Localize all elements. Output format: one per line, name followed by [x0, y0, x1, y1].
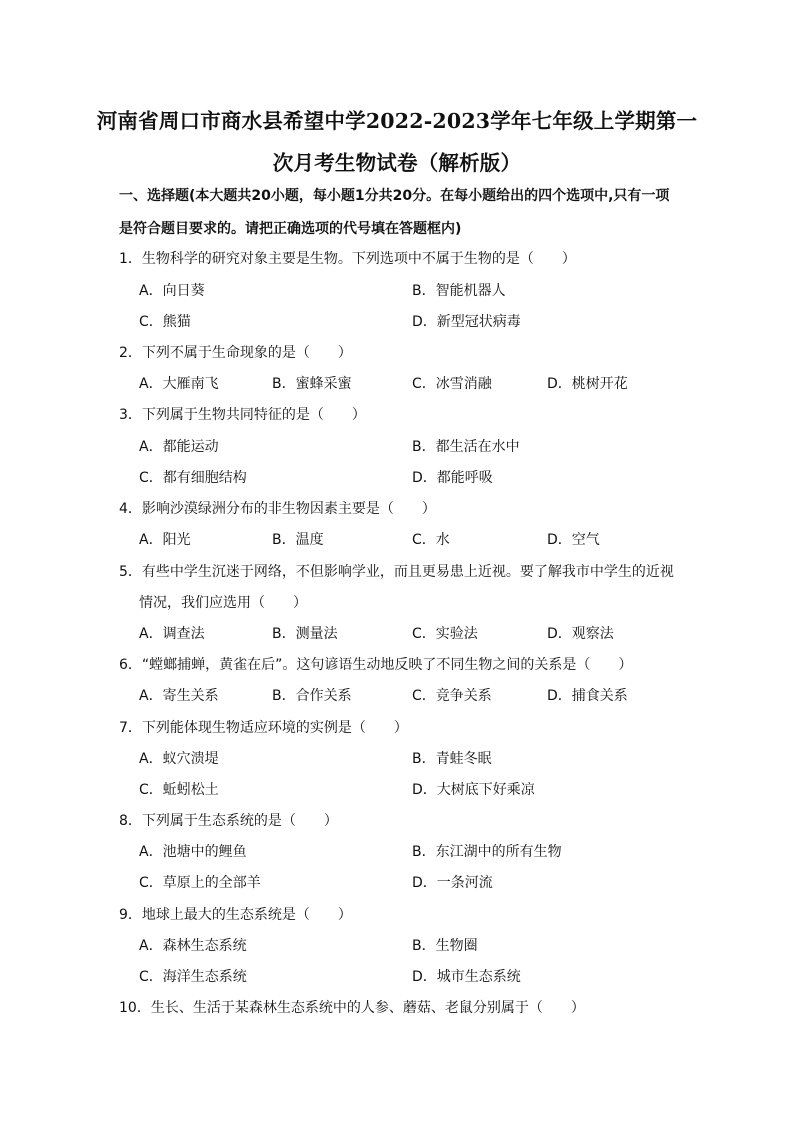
question-5-option-b: B．测量法 [272, 626, 338, 642]
question-1-option-a: A．向日葵 [139, 283, 205, 299]
question-1-option-d: D．新型冠状病毒 [412, 314, 521, 330]
question-6-option-a: A．寄生关系 [139, 688, 219, 704]
question-9-stem: 9．地球上最大的生态系统是（ ） [119, 907, 352, 923]
section-instructions [119, 180, 689, 246]
question-8-option-b: B．东江湖中的所有生物 [412, 844, 562, 860]
question-7-option-d: D．大树底下好乘凉 [412, 782, 535, 798]
section-instructions-line-2: 是符合题目要求的。请把正确选项的代号填在答题框内) [119, 221, 462, 237]
question-4-option-c: C．水 [412, 532, 450, 548]
question-2-option-a: A．大雁南飞 [139, 376, 219, 392]
question-4-option-a: A．阳光 [139, 532, 191, 548]
question-9-option-a: A．森林生态系统 [139, 938, 247, 954]
question-5-option-a: A．调查法 [139, 626, 205, 642]
question-8-option-d: D．一条河流 [412, 875, 493, 891]
question-5-option-d: D．观察法 [547, 626, 614, 642]
question-1-option-b: B．智能机器人 [412, 283, 506, 299]
question-5-stem: 5．有些中学生沉迷于网络，不但影响学业，而且更易患上近视。要了解我市中学生的近视 [119, 564, 674, 580]
question-3-option-c: C．都有细胞结构 [139, 470, 247, 486]
question-7-option-b: B．青蛙冬眠 [412, 751, 492, 767]
question-6-option-d: D．捕食关系 [547, 688, 628, 704]
question-3-option-a: A．都能运动 [139, 439, 219, 455]
question-2-option-b: B．蜜蜂采蜜 [272, 376, 352, 392]
question-6-option-b: B．合作关系 [272, 688, 352, 704]
question-5-option-c: C．实验法 [412, 626, 478, 642]
question-3-option-b: B．都生活在水中 [412, 439, 520, 455]
question-5-stem-continued: 情况，我们应选用（ ） [139, 595, 307, 611]
question-8-option-c: C．草原上的全部羊 [139, 875, 261, 891]
question-6-stem: 6．“螳螂捕蝉，黄雀在后”。这句谚语生动地反映了不同生物之间的关系是（ ） [119, 657, 633, 673]
question-7-option-c: C．蚯蚓松土 [139, 782, 219, 798]
question-9-option-c: C．海洋生态系统 [139, 969, 247, 985]
question-2-option-c: C．冰雪消融 [412, 376, 492, 392]
section-instructions-line-1: 一、选择题(本大题共20小题，每小题1分共20分。在每小题给出的四个选项中,只有一项 [119, 188, 670, 204]
question-9-option-b: B．生物圈 [412, 938, 478, 954]
page-title-line-2: 次月考生物试卷（解析版） [272, 151, 522, 175]
question-3-option-d: D．都能呼吸 [412, 470, 493, 486]
question-9-option-d: D．城市生态系统 [412, 969, 521, 985]
question-2-stem: 2．下列不属于生命现象的是（ ） [119, 345, 352, 361]
question-7-stem: 7．下列能体现生物适应环境的实例是（ ） [119, 720, 408, 736]
question-8-stem: 8．下列属于生态系统的是（ ） [119, 813, 338, 829]
question-1-stem: 1．生物科学的研究对象主要是生物。下列选项中不属于生物的是（ ） [119, 251, 576, 267]
question-6-option-c: C．竞争关系 [412, 688, 492, 704]
question-10-stem: 10．生长、生活于某森林生态系统中的人参、蘑菇、老鼠分别属于（ ） [119, 1000, 585, 1016]
question-3-stem: 3．下列属于生物共同特征的是（ ） [119, 407, 366, 423]
question-8-option-a: A．池塘中的鲤鱼 [139, 844, 247, 860]
question-4-option-b: B．温度 [272, 532, 324, 548]
question-2-option-d: D．桃树开花 [547, 376, 628, 392]
question-4-stem: 4．影响沙漠绿洲分布的非生物因素主要是（ ） [119, 501, 436, 517]
question-1-option-c: C．熊猫 [139, 314, 191, 330]
question-7-option-a: A．蚁穴溃堤 [139, 751, 219, 767]
page-title-line-1: 河南省周口市商水县希望中学2022-2023学年七年级上学期第一 [96, 109, 698, 133]
question-4-option-d: D．空气 [547, 532, 600, 548]
